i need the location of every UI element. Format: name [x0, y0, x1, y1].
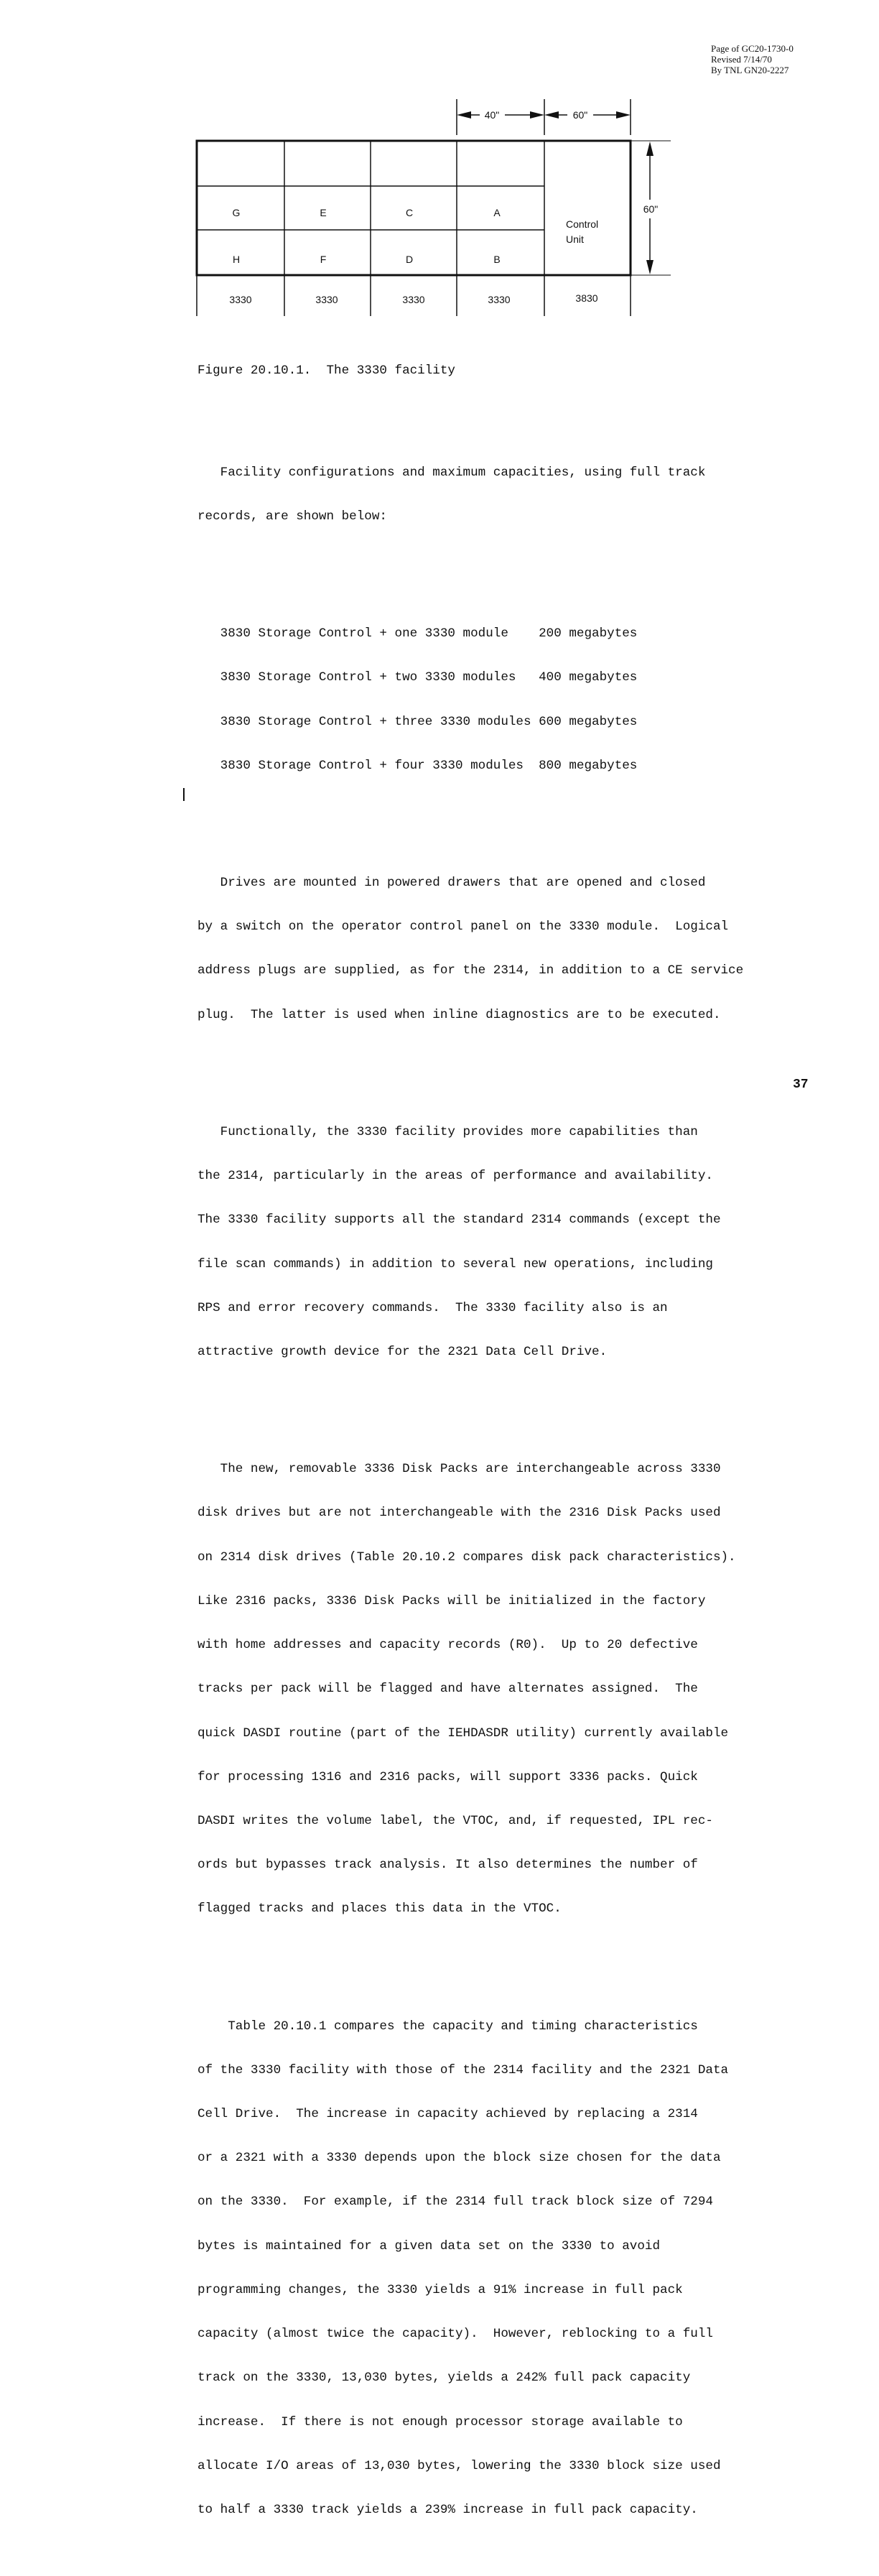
- model-label-3330-1: 3330: [229, 294, 252, 305]
- text-line: or a 2321 with a 3330 depends upon the block size chosen for the data: [197, 2151, 721, 2166]
- config-line-four-modules: 3830 Storage Control + four 3330 modules 800 megabytes: [197, 758, 638, 773]
- drive-label-h: H: [232, 254, 241, 265]
- text-line: Cell Drive. The increase in capacity achieved by replacing a 2314: [197, 2107, 698, 2122]
- text-line: flagged tracks and places this data in the VTOC.: [197, 1901, 562, 1917]
- text-line: the 2314, particularly in the areas of performance and availability.: [197, 1169, 713, 1184]
- text-line: allocate I/O areas of 13,030 bytes, lowering the 3330 block size used: [197, 2458, 721, 2473]
- model-label-3830: 3830: [575, 292, 598, 304]
- arrowhead-depth-top: [646, 142, 654, 156]
- text-line: of the 3330 facility with those of the 2314 facility and the 2321 Data: [197, 2062, 729, 2077]
- arrowhead-a-right: [530, 111, 544, 119]
- config-line-two-modules: 3830 Storage Control + two 3330 modules 400 megabytes: [197, 670, 638, 685]
- text-line: Functionally, the 3330 facility provides more capabilities than: [197, 1124, 698, 1139]
- text-line: for processing 1316 and 2316 packs, will support 3336 packs. Quick: [197, 1769, 698, 1784]
- config-line-one-module: 3830 Storage Control + one 3330 module 200 megabytes: [197, 626, 638, 641]
- revision-change-bar: [183, 788, 185, 801]
- text-line: to half a 3330 track yields a 239% increase in full pack capacity.: [197, 2503, 698, 2518]
- intro-paragraph: [197, 436, 844, 553]
- drive-label-a: A: [493, 207, 501, 218]
- control-unit-label-line2: Unit: [566, 233, 584, 245]
- header-revised: Revised 7/14/70: [711, 54, 772, 65]
- model-label-3330-2: 3330: [315, 294, 338, 305]
- header-doc-number: Page of GC20-1730-0: [711, 43, 794, 54]
- text-line: records, are shown below:: [197, 509, 387, 524]
- drive-label-g: G: [232, 207, 241, 218]
- dim-label-60in-width: 60": [572, 109, 588, 121]
- text-line: track on the 3330, 13,030 bytes, yields a 242% full pack capacity: [197, 2371, 691, 2386]
- drive-label-f: F: [320, 254, 327, 265]
- dim-label-60in-depth: 60": [643, 203, 659, 215]
- drives-paragraph: [197, 846, 844, 1052]
- arrowhead-depth-bottom: [646, 260, 654, 274]
- text-line: attractive growth device for the 2321 Data Cell Drive.: [197, 1344, 608, 1359]
- configuration-list: [197, 597, 844, 802]
- text-line: Facility configurations and maximum capacities, using full track: [197, 465, 706, 480]
- text-line: Drives are mounted in powered drawers that are opened and closed: [197, 875, 706, 890]
- facility-outline: [197, 141, 631, 275]
- text-line: by a switch on the operator control panel on the 3330 module. Logical: [197, 919, 729, 935]
- arrowhead-a-left: [457, 111, 471, 119]
- text-line: file scan commands) in addition to several new operations, including: [197, 1256, 713, 1271]
- text-line: The new, removable 3336 Disk Packs are interchangeable across 3330: [197, 1462, 721, 1477]
- text-line: ords but bypasses track analysis. It also determines the number of: [197, 1858, 698, 1873]
- header-tnl: By TNL GN20-2227: [711, 65, 789, 75]
- text-line: capacity (almost twice the capacity). However, reblocking to a full: [197, 2327, 713, 2342]
- drive-label-d: D: [405, 254, 414, 265]
- config-line-three-modules: 3830 Storage Control + three 3330 modules 600 megabytes: [197, 714, 638, 729]
- dim-label-40in: 40": [484, 109, 500, 121]
- control-unit-label-line1: Control: [566, 218, 599, 230]
- text-line: with home addresses and capacity records (R0). Up to 20 defective: [197, 1638, 698, 1653]
- text-line: DASDI writes the volume label, the VTOC, and, if requested, IPL rec-: [197, 1813, 713, 1828]
- drive-label-c: C: [405, 207, 414, 218]
- text-line: tracks per pack will be flagged and have alternates assigned. The: [197, 1682, 698, 1697]
- text-line: on the 3330. For example, if the 2314 full track block size of 7294: [197, 2195, 713, 2210]
- text-line: The 3330 facility supports all the standard 2314 commands (except the: [197, 1213, 721, 1228]
- page-number: 37: [793, 1078, 809, 1092]
- facility-layout-diagram: [0, 0, 879, 330]
- text-line: increase. If there is not enough processor storage available to: [197, 2414, 683, 2429]
- model-label-3330-3: 3330: [402, 294, 425, 305]
- text-line: quick DASDI routine (part of the IEHDASDR utility) currently available: [197, 1725, 729, 1741]
- figure-caption: Figure 20.10.1. The 3330 facility: [197, 363, 455, 378]
- text-line: address plugs are supplied, as for the 2314, in addition to a CE service: [197, 963, 744, 978]
- text-line: plug. The latter is used when inline diagnostics are to be executed.: [197, 1007, 721, 1022]
- text-line: on 2314 disk drives (Table 20.10.2 compares disk pack characteristics).: [197, 1549, 736, 1565]
- arrowhead-b-right: [616, 111, 631, 119]
- arrowhead-b-left: [544, 111, 559, 119]
- body-text: [197, 407, 844, 2576]
- text-line: disk drives but are not interchangeable with the 2316 Disk Packs used: [197, 1506, 721, 1521]
- drive-label-e: E: [320, 207, 327, 218]
- functionally-paragraph: [197, 1095, 844, 1389]
- text-line: RPS and error recovery commands. The 3330 facility also is an: [197, 1300, 668, 1315]
- model-label-3330-4: 3330: [488, 294, 511, 305]
- text-line: Like 2316 packs, 3336 Disk Packs will be initialized in the factory: [197, 1593, 706, 1608]
- text-line: Table 20.10.1 compares the capacity and timing characteristics: [197, 2019, 698, 2034]
- disk-packs-paragraph: [197, 1432, 844, 1945]
- text-line: programming changes, the 3330 yields a 91% increase in full pack: [197, 2282, 683, 2297]
- drive-label-b: B: [493, 254, 501, 265]
- facility-figure: [0, 0, 879, 330]
- table-comparison-paragraph: [197, 1990, 844, 2547]
- text-line: bytes is maintained for a given data set on the 3330 to avoid: [197, 2238, 661, 2253]
